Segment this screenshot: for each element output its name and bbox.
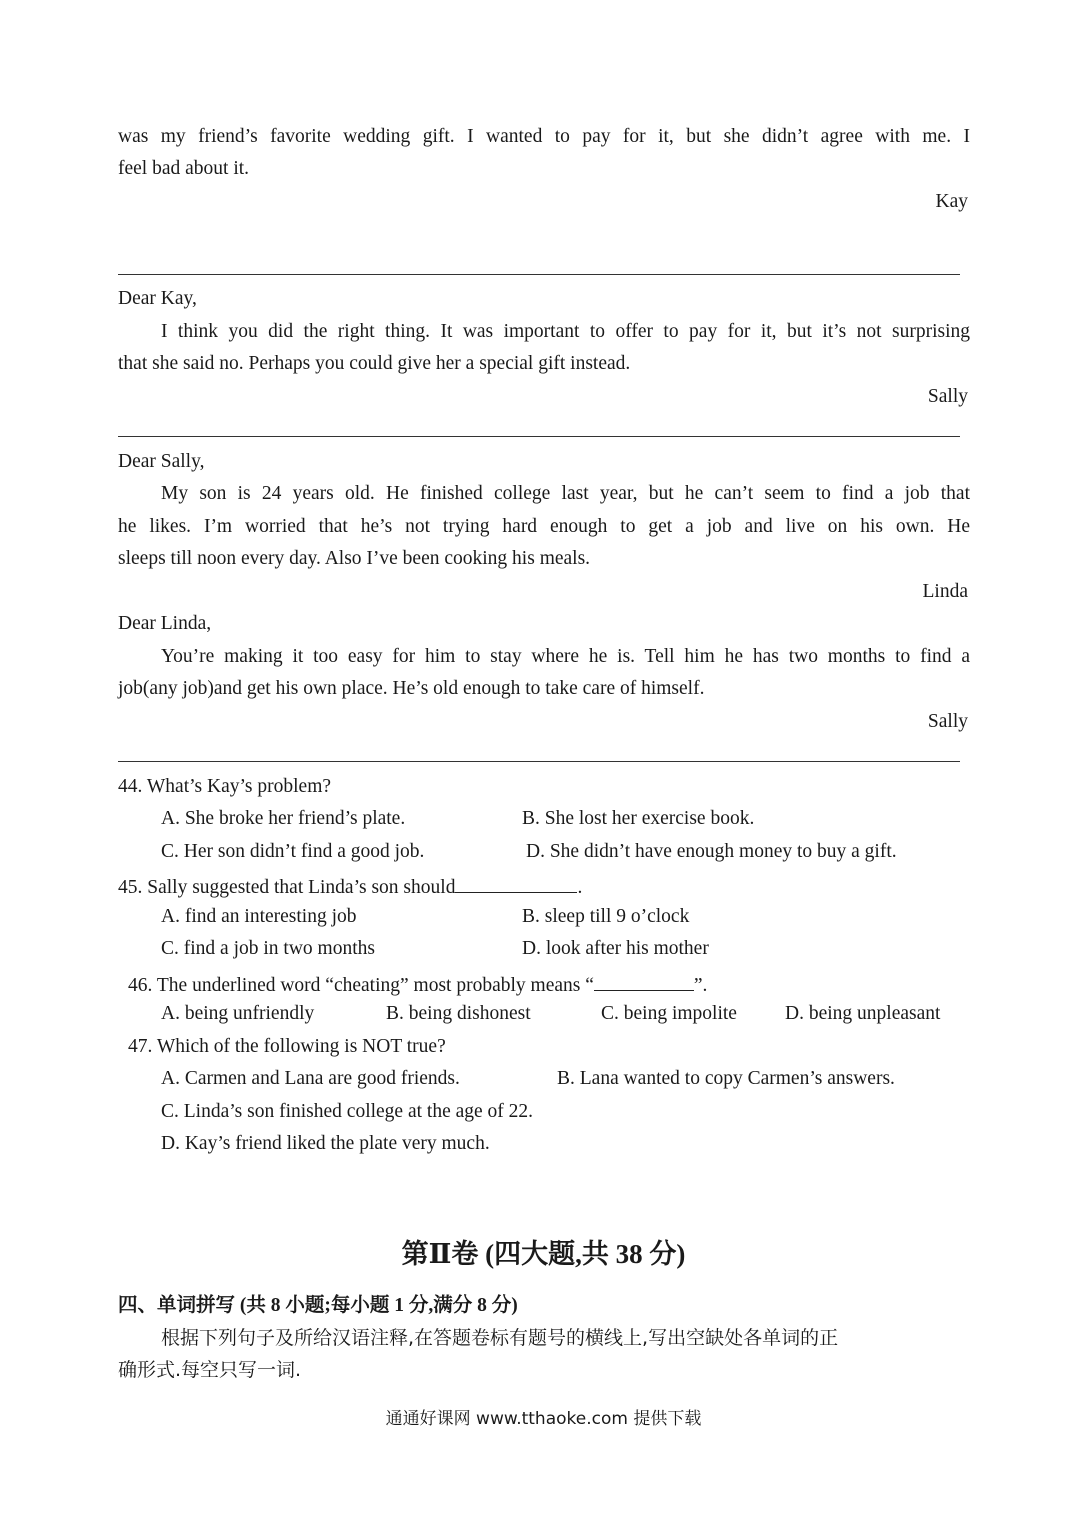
- kay-letter-line-1: was my friend’s favorite wedding gift. I wanted to pay for it, but she didn’t agree with me. I: [118, 126, 970, 147]
- kay-letter-line-2: feel bad about it.: [118, 158, 250, 179]
- question-46-option-c: C. being impolite: [601, 1003, 737, 1024]
- question-45-stem-end: .: [577, 877, 583, 898]
- question-44-option-a: A. She broke her friend’s plate.: [161, 808, 406, 829]
- question-44-stem: 44. What’s Kay’s problem?: [118, 776, 332, 797]
- question-45-stem: [118, 874, 582, 898]
- divider: [118, 761, 960, 762]
- question-47-option-a: A. Carmen and Lana are good friends.: [161, 1068, 460, 1089]
- reply-kay-line-2: that she said no. Perhaps you could give her a special gift instead.: [118, 353, 631, 374]
- answer-blank: [594, 972, 694, 991]
- linda-signature: Linda: [922, 581, 968, 602]
- question-44-option-c: C. Her son didn’t find a good job.: [161, 841, 425, 862]
- question-45-stem-text: 45. Sally suggested that Linda’s son should: [118, 877, 456, 898]
- question-45-option-b: B. sleep till 9 o’clock: [522, 906, 690, 927]
- divider: [118, 274, 960, 275]
- reply-linda-signature: Sally: [927, 711, 968, 732]
- linda-letter-salutation: Dear Sally,: [118, 451, 205, 472]
- question-46-stem-end: ”.: [693, 975, 708, 996]
- linda-letter-line-3: sleeps till noon every day. Also I’ve been cooking his meals.: [118, 548, 591, 569]
- question-44-option-b: B. She lost her exercise book.: [522, 808, 755, 829]
- reply-linda-line-2: job(any job)and get his own place. He’s old enough to take care of himself.: [118, 678, 705, 699]
- reply-kay-salutation: Dear Kay,: [118, 288, 197, 309]
- reply-kay-line-1: I think you did the right thing. It was important to offer to pay for it, but it’s not surprising: [161, 321, 970, 342]
- section-4-heading: 四、单词拼写 (共 8 小题;每小题 1 分,满分 8 分): [118, 1295, 518, 1316]
- divider: [118, 436, 960, 437]
- question-45-option-c: C. find a job in two months: [161, 938, 375, 959]
- part-2-title: 第Ⅱ卷 (四大题,共 38 分): [401, 1239, 686, 1269]
- linda-letter-line-2: he likes. I’m worried that he’s not trying hard enough to get a job and live on his own. He: [118, 516, 970, 537]
- question-44-option-d: D. She didn’t have enough money to buy a gift.: [526, 841, 897, 862]
- page-footer: 通通好课网 www.tthaoke.com 提供下载: [385, 1409, 702, 1429]
- instruction-line-1: 根据下列句子及所给汉语注释,在答题卷标有题号的横线上,写出空缺处各单词的正: [161, 1327, 839, 1349]
- kay-signature: Kay: [935, 191, 968, 212]
- question-47-stem: 47. Which of the following is NOT true?: [128, 1036, 446, 1057]
- reply-linda-salutation: Dear Linda,: [118, 613, 212, 634]
- question-46-option-a: A. being unfriendly: [161, 1003, 315, 1024]
- question-46-option-d: D. being unpleasant: [785, 1003, 941, 1024]
- reply-kay-signature: Sally: [927, 386, 968, 407]
- answer-blank: [455, 874, 577, 893]
- linda-letter-line-1: My son is 24 years old. He finished college last year, but he can’t seem to find a job that: [161, 483, 970, 504]
- question-47-option-c: C. Linda’s son finished college at the age of 22.: [161, 1101, 534, 1122]
- question-46-stem: [128, 972, 707, 996]
- question-47-option-d: D. Kay’s friend liked the plate very much.: [161, 1133, 490, 1154]
- instruction-line-2: 确形式.每空只写一词.: [118, 1359, 302, 1381]
- question-45-option-a: A. find an interesting job: [161, 906, 357, 927]
- reply-linda-line-1: You’re making it too easy for him to stay where he is. Tell him he has two months to find a: [161, 646, 970, 667]
- question-45-option-d: D. look after his mother: [522, 938, 709, 959]
- question-47-option-b: B. Lana wanted to copy Carmen’s answers.: [557, 1068, 895, 1089]
- question-46-stem-text: 46. The underlined word “cheating” most probably means “: [128, 975, 594, 996]
- question-46-option-b: B. being dishonest: [386, 1003, 531, 1024]
